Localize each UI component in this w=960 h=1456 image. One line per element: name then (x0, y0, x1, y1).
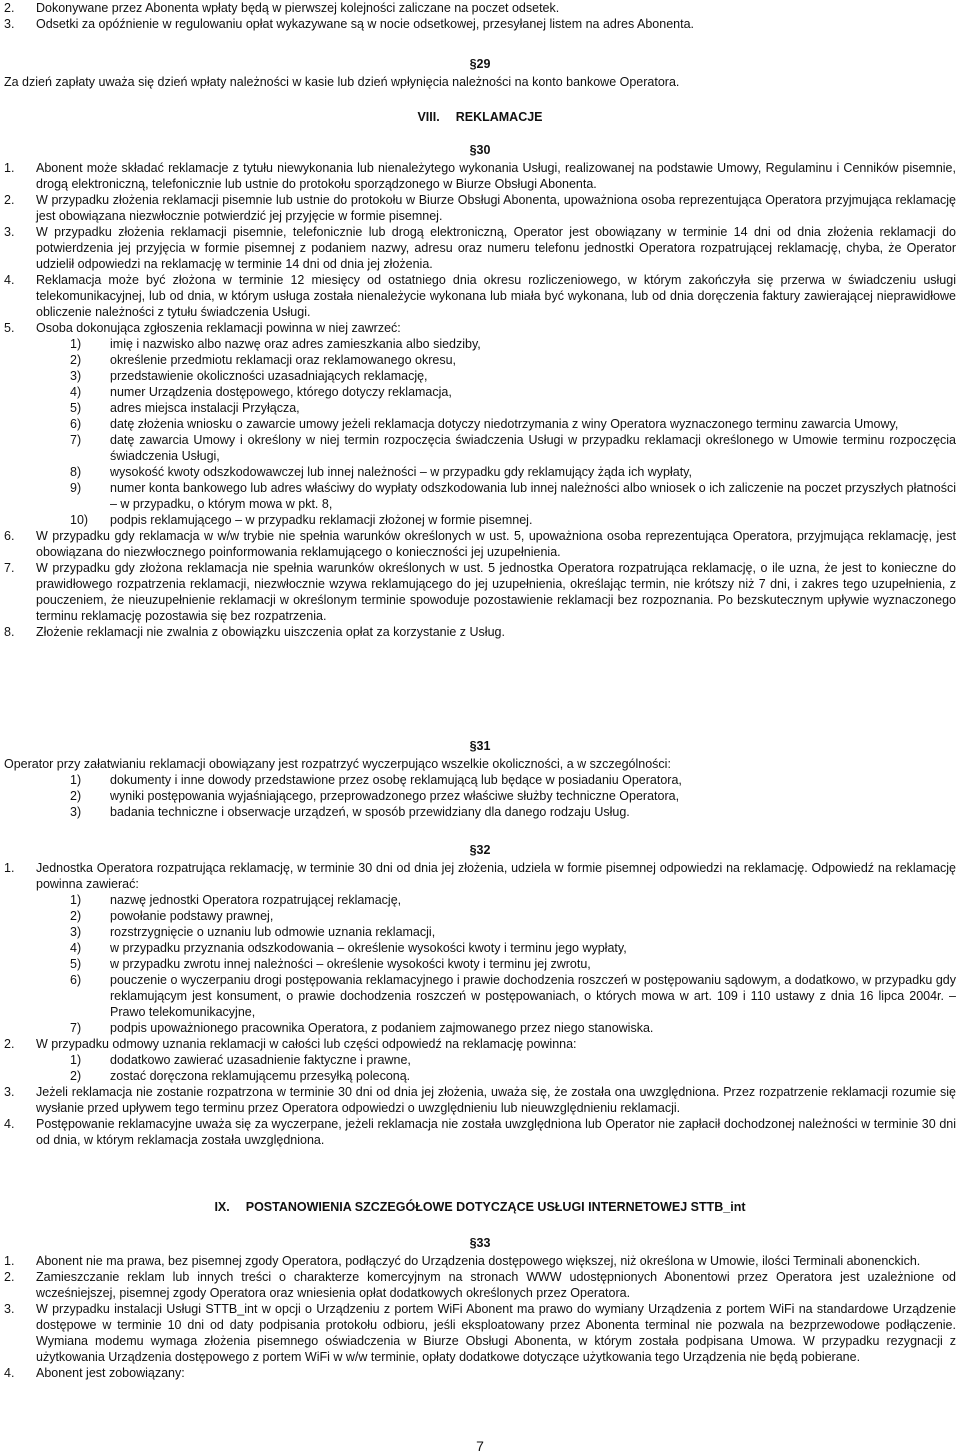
section-paragraph: Operator przy załatwianiu reklamacji obowiązany jest rozpatrzyć wyczerpująco wszelkie okoliczności, a w szczególności: (4, 757, 671, 771)
sub-item: 1) nazwę jednostki Operatora rozpatrującej reklamację, (70, 893, 402, 907)
section-paragraph: Za dzień zapłaty uważa się dzień wpłaty należności w kasie lub dzień wpłynięcia należności na konto bankowe Operatora. (4, 75, 680, 89)
chapter-title: REKLAMACJE (455, 110, 543, 124)
chapter-roman: VIII. (417, 110, 440, 124)
sub-item: 8) wysokość kwoty odszkodowawczej lub innej należności – w przypadku gdy reklamujący żąda ich wypłaty, (70, 465, 692, 479)
sub-item: 1) imię i nazwisko albo nazwę oraz adres zamieszkania albo siedziby, (70, 337, 481, 351)
sub-item: 10) podpis reklamującego – w przypadku reklamacji złożonej w formie pisemnej. (70, 513, 533, 527)
list-item: 4. Reklamacja może być złożona w terminie 12 miesięcy od ostatniego dnia okresu rozliczeniowego, w którym zakończyła się przerwa w świadczeniu usługi telekomunikacyjnej, lub od dnia, w którym usługa została nienależycie wykonana lub miała być wykonana, lub od dnia doręczenia faktury zawierającej nieprawidłowe obliczenie należności z tytułu świadczenia Usługi. (4, 273, 956, 319)
section-30 (4, 142, 956, 640)
list-item: 1. Abonent może składać reklamacje z tytułu niewykonania lub nienależytego wykonania Usługi, realizowanej na podstawie Umowy, Regulaminu i Cenników pisemnie, drogą elektroniczną, telefonicznie lub ustnie do protokołu sporządzonego w Biurze Obsługi Abonenta. (4, 161, 956, 191)
section-title: §31 (469, 739, 491, 753)
list-item: 8. Złożenie reklamacji nie zwalnia z obowiązku uiszczenia opłat za korzystanie z Usług. (4, 625, 505, 639)
section-title: §33 (469, 1236, 491, 1250)
top-list (4, 0, 956, 32)
sub-item: 3) badania techniczne i obserwacje urządzeń, w sposób przewidziany dla danego rodzaju Usług. (70, 805, 630, 819)
sub-item: 2) wyniki postępowania wyjaśniającego, przeprowadzonego przez właściwe służby techniczne Operatora, (70, 789, 680, 803)
sub-item: 5) w przypadku zwrotu innej należności – określenie wysokości kwoty i terminu jej zwrotu, (70, 957, 591, 971)
sub-item: 9) numer konta bankowego lub adres właściwy do wypłaty odszkodowania lub innej należności albo wniosek o ich zaliczenie na poczet przyszłych płatności – w przypadku, o którym mowa w pkt. 8, (70, 481, 956, 511)
sub-item: 4) numer Urządzenia dostępowego, którego dotyczy reklamacja, (70, 385, 452, 399)
list-item: 1. Jednostka Operatora rozpatrująca reklamację, w terminie 30 dni od dnia jej złożenia, udziela w formie pisemnej odpowiedzi na reklamację. Odpowiedź na reklamację powinna zawierać: (4, 861, 956, 891)
list-item: 7. W przypadku gdy złożona reklamacja nie spełnia warunków określonych w ust. 5 jednostka Operatora rozpatrująca reklamację, o ile uzna, że jest to konieczne do prawidłowego rozpatrzenia reklamacji, niezwłocznie wzywa reklamującego do jej uzupełnienia, określając termin, nie krótszy niż 7 dni, i zakres tego uzupełnienia, z pouczeniem, że nieuzupełnienie reklamacji w określonym terminie spowoduje pozostawienie reklamacji bez rozpoznania. Po bezskutecznym upływie wyznaczonego terminu reklamację pozostawia się bez rozpatrzenia. (4, 561, 956, 623)
list-item: 5. Osoba dokonująca zgłoszenia reklamacji powinna w niej zawrzeć: (4, 321, 401, 335)
section-31 (4, 738, 956, 820)
list-item: 6. W przypadku gdy reklamacja w w/w trybie nie spełnia warunków określonych w ust. 5, upoważniona osoba reprezentująca Operatora, przyjmująca reklamację, jest obowiązana do niezwłocznego poinformowania reklamującego o konieczności jej uzupełnienia. (4, 529, 956, 559)
list-item: 2. W przypadku złożenia reklamacji pisemnie lub ustnie do protokołu w Biurze Obsługi Abonenta, upoważniona osoba reprezentująca Operatora przyjmująca reklamację jest obowiązana niezwłocznie potwierdzić jej przyjęcie w formie pisemnej. (4, 193, 956, 223)
list-item: 1. Abonent nie ma prawa, bez pisemnej zgody Operatora, podłączyć do Urządzenia dostępowego większej, niż określona w Umowie, ilości Terminali abonenckich. (4, 1254, 921, 1268)
list-item: 2. Zamieszczanie reklam lub innych treści o charakterze komercyjnym na stronach WWW udostępnionych Abonentowi przez Operatora jest uzależnione od wcześniejszej, pisemnej zgody Operatora oraz wniesienia opłat dodatkowych określonych przez Operatora. (4, 1270, 956, 1300)
sub-item: 1) dodatkowo zawierać uzasadnienie faktyczne i prawne, (70, 1053, 411, 1067)
sub-item: 1) dokumenty i inne dowody przedstawione przez osobę reklamującą lub będące w posiadaniu Operatora, (70, 773, 682, 787)
sub-item: 2) określenie przedmiotu reklamacji oraz reklamowanego okresu, (70, 353, 456, 367)
list-item: 4. Abonent jest zobowiązany: (4, 1366, 185, 1380)
list-item: 3. W przypadku złożenia reklamacji pisemnie, telefonicznie lub drogą elektroniczną, Operator jest obowiązany w terminie 14 dni od dnia złożenia reklamacji do potwierdzenia jej przyjęcia w formie pisemnej z podaniem nazwy, adresu oraz numeru telefonu jednostki Operatora rozpatrującej reklamację, chyba, że Operator udzielił odpowiedzi na reklamację w terminie 14 dni od dnia jej złożenia. (4, 225, 956, 271)
list-item: 2. W przypadku odmowy uznania reklamacji w całości lub części odpowiedź na reklamację powinna: (4, 1037, 577, 1051)
sub-item: 2) zostać doręczona reklamującemu przesyłką poleconą. (70, 1069, 411, 1083)
list-item: 3. W przypadku instalacji Usługi STTB_int w opcji o Urządzeniu z portem WiFi Abonent ma prawo do wymiany Urządzenia z portem WiFi na standardowe Urządzenie dostępowe w terminie 10 dni od daty podpisania protokołu odbioru, jeśli eksploatowany przez Abonenta terminal nie pozwala na bezprzewodowe podłączenie. Wymiana modemu wymaga złożenia pisemnego oświadczenia w Biurze Obsługi Abonenta, w którym została podpisana Umowa. W przypadku rezygnacji z użytkowania Urządzenia dostępowego z portem WiFi w w/w terminie, opłaty dodatkowe dotyczące użytkowania tego Urządzenia nie będą pobierane. (4, 1302, 956, 1364)
sub-item: 4) w przypadku przyznania odszkodowania – określenie wysokości kwoty i terminu jego wypłaty, (70, 941, 627, 955)
list-item: 3. Jeżeli reklamacja nie zostanie rozpatrzona w terminie 30 dni od dnia jej złożenia, uważa się, że została ona uwzględniona. Przez rozpatrzenie reklamacji rozumie się wysłanie przed upływem tego terminu przez Operatora odpowiedzi o uwzględnieniu lub nieuwzględnieniu reklamacji. (4, 1085, 956, 1115)
section-33 (4, 1235, 956, 1381)
sub-item: 7) podpis upoważnionego pracownika Operatora, z podaniem zajmowanego przez niego stanowiska. (70, 1021, 654, 1035)
chapter-title: POSTANOWIENIA SZCZEGÓŁOWE DOTYCZĄCE USŁUGI INTERNETOWEJ STTB_int (245, 1200, 746, 1214)
section-title: §29 (469, 57, 491, 71)
sub-item: 5) adres miejsca instalacji Przyłącza, (70, 401, 300, 415)
sub-item: 7) datę zawarcia Umowy i określony w niej termin rozpoczęcia świadczenia Usługi w przypadku reklamacji określonego w Umowie terminu rozpoczęcia świadczenia Usługi, (70, 433, 956, 463)
sub-item: 3) przedstawienie okoliczności uzasadniających reklamację, (70, 369, 428, 383)
chapter-roman: IX. (214, 1200, 230, 1214)
section-29 (4, 56, 956, 90)
sub-item: 6) pouczenie o wyczerpaniu drogi postępowania reklamacyjnego i prawie dochodzenia roszczeń w postępowaniu sądowym, a dodatkowo, w przypadku gdy reklamującym jest konsument, o prawie dochodzenia roszczeń w postępowaniach, o których mowa w art. 109 i 110 ustawy z dnia 16 lipca 2004r. – Prawo telekomunikacyjne, (70, 973, 956, 1019)
section-title: §30 (469, 143, 491, 157)
list-item: 2. Dokonywane przez Abonenta wpłaty będą w pierwszej kolejności zaliczane na poczet odsetek. (4, 1, 560, 15)
page-number: 7 (476, 1438, 484, 1454)
chapter-heading (4, 1199, 956, 1215)
list-item: 3. Odsetki za opóźnienie w regulowaniu opłat wykazywane są w nocie odsetkowej, przesyłanej listem na adres Abonenta. (4, 17, 695, 31)
sub-item: 6) datę złożenia wniosku o zawarcie umowy jeżeli reklamacja dotyczy niedotrzymania z winy Operatora wyznaczonego terminu zawarcia Umowy, (70, 417, 899, 431)
section-32 (4, 842, 956, 1148)
sub-item: 2) powołanie podstawy prawnej, (70, 909, 274, 923)
section-title: §32 (469, 843, 491, 857)
list-item: 4. Postępowanie reklamacyjne uważa się za wyczerpane, jeżeli reklamacja nie została uwzględniona lub Operator nie zapłacił dochodzonej należności w terminie 30 dni od dnia, w którym reklamacja została uwzględniona. (4, 1117, 956, 1147)
chapter-heading (4, 109, 956, 125)
sub-item: 3) rozstrzygnięcie o uznaniu lub odmowie uznania reklamacji, (70, 925, 436, 939)
